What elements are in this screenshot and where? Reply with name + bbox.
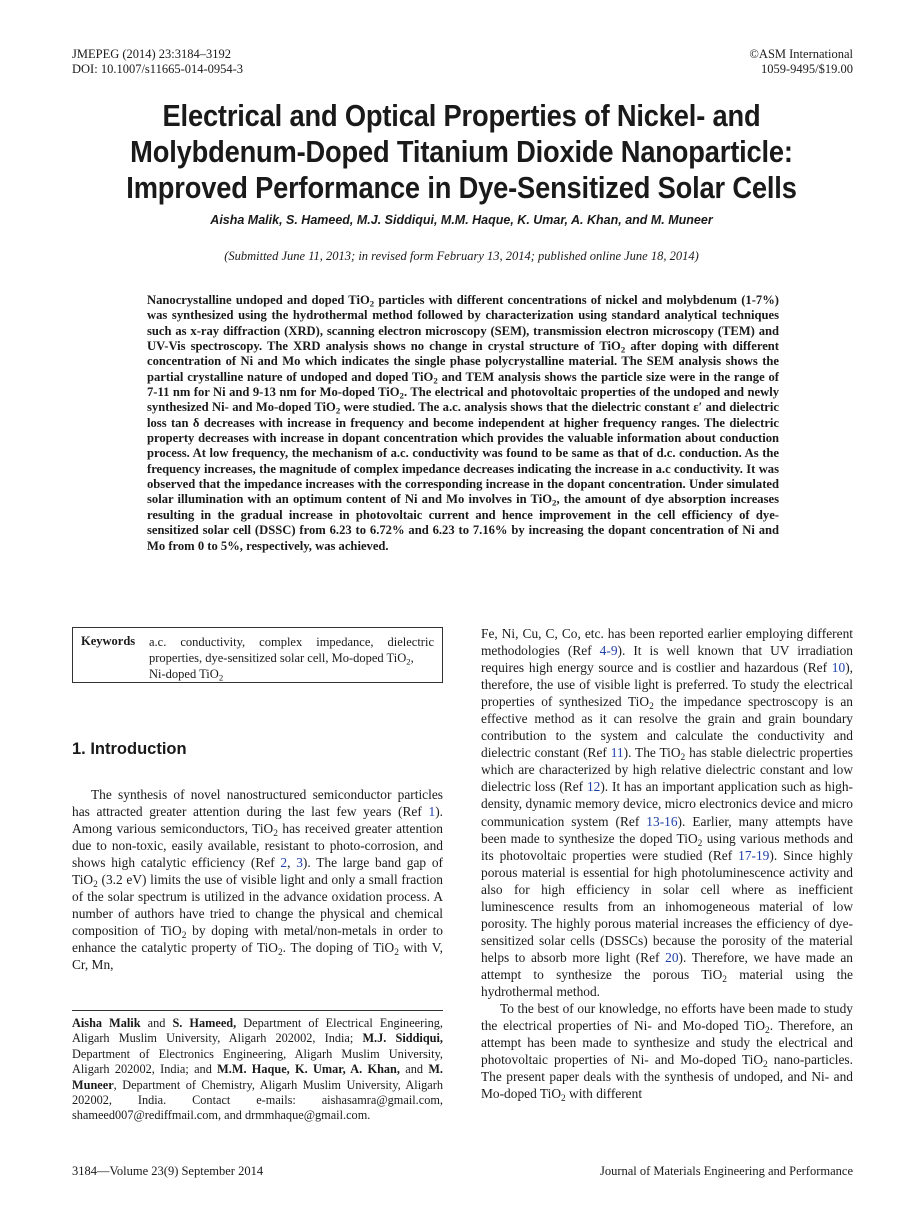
keywords-label: Keywords (81, 634, 136, 648)
keywords-box (72, 627, 443, 683)
keywords-list: a.c. conductivity, complex impedance, dielectric properties, dye-sensitized solar cell, Mo-doped TiO$_2$, Ni-doped TiO$_2$ (149, 635, 434, 683)
title-line-1: Electrical and Optical Properties of Nickel- and (162, 98, 761, 133)
ref-link[interactable]: 1 (428, 804, 436, 820)
ref-link[interactable]: 3 (296, 855, 303, 871)
intro-left-column (72, 786, 443, 974)
ref-link[interactable]: 13-16 (646, 813, 678, 829)
footer-journal-name: Journal of Materials Engineering and Performance (599, 1164, 853, 1178)
title-line-2: Molybdenum-Doped Titanium Dioxide Nanoparticle: (130, 134, 793, 169)
abstract: Nanocrystalline undoped and doped TiO$_2$ particles with different concentrations of nickel and molybdenum (1-7%) was synthesized using the hydrothermal method followed by characterization using standard analytical techniques such as x-ray diffraction (XRD), scanning electron microscopy (SEM), transmission electron microscopy (TEM) and UV-Vis spectroscopy. The XRD analysis shows no change in crystal structure of TiO$_2$ after doping with different concentration of Ni and Mo which indicates the single phase polycrystalline material. The SEM analysis shows the partial crystalline nature of undoped and doped TiO$_2$ and TEM analysis shows the particle size were in the range of 7-11 nm for Ni and 9-13 nm for Mo-doped TiO$_2$. The electrical and photovoltaic properties of the undoped and newly synthesized Ni- and Mo-doped TiO$_2$ were studied. The a.c. analysis shows that the dielectric constant ε′ and dielectric loss tan δ decreases with increase in frequency and become independent at higher frequency ranges. The dielectric property decreases with increase in dopant concentration which provides the valuable information about conduction process. At low frequency, the mechanism of a.c. conductivity was found to be same as that of d.c. conduction. As the frequency increases, the magnitude of complex impedance decreases indicating the increase in a.c conductivity. It was observed that the impedance increases with the corresponding increase in the dopant concentration. Under simulated solar illumination with an optimum content of Ni and Mo involves in TiO$_2$, the amount of dye absorption increases resulting in the gradual increase in photovoltaic current and hence improvement in the cell efficiency of dye-sensitized solar cell (DSSC) from 6.23 to 6.72% and 6.23 to 7.16% by increasing the dopant concentration of Ni and Mo from 0 to 5%, respectively, was achieved. (147, 293, 780, 553)
footnote-divider (72, 1010, 443, 1011)
intro-paragraph-1-cont: Fe, Ni, Cu, C, Co, etc. has been reported earlier employing different methodologies (Ref 4-9). It is well known that UV irradiation requires high energy source and is costlier and hazardous (Ref 10), therefore, the use of visible light is preferred. To study the electrical properties of synthesized TiO$_2$ the impedance spectroscopy is an effective method as it can resolve the grain and grain boundary contribution to the system and calculate the conductivity and dielectric constant (Ref 11). The TiO$_2$ has stable dielectric properties which are characterized by high relative dielectric constant and low dielectric loss (Ref 12). It has an important application such as high-density, dynamic memory device, micro electronics device and micro communication system (Ref 13-16). Earlier, many attempts have been made to synthesize the doped TiO$_2$ using various methods and its photovoltaic properties were studied (Ref 17-19). Since highly porous material is essential for high photoluminescence activity and also for high efficiency in solar cell where as inefficient luminescence results from an inhomogeneous material of low porosity. The highly porous material increases the efficiency of dye-sensitized solar cells (DSSCs) because the porosity of the material helps to absorb more light (Ref 20). Therefore, we have made an attempt to synthesize the porous TiO$_2$ material using the hydrothermal method. (481, 626, 854, 999)
section-heading-introduction: 1. Introduction (72, 740, 187, 758)
author-list: Aisha Malik, S. Hameed, M.J. Siddiqui, M.M. Haque, K. Umar, A. Khan, and M. Muneer (210, 213, 713, 227)
ref-link[interactable]: 12 (586, 779, 601, 795)
ref-link[interactable]: 10 (831, 660, 846, 676)
ref-link[interactable]: 20 (665, 949, 679, 965)
publisher: ©ASM International (749, 47, 853, 61)
author-affiliations: Aisha Malik and S. Hameed, Department of Electrical Engineering, Aligarh Muslim University, Aligarh 202002, India; M.J. Siddiqui, Department of Electronics Engineering, Aligarh Muslim University, Aligarh 202002, India; and M.M. Haque, K. Umar, A. Khan, and M. Muneer, Department of Chemistry, Aligarh Muslim University, Aligarh 202002, India. Contact e-mails: aishasamra@gmail.com, shameed007@rediffmail.com, and drmmhaque@gmail.com. (72, 1016, 444, 1123)
intro-right-column (481, 625, 854, 1105)
title-line-3: Improved Performance in Dye-Sensitized Solar Cells (126, 170, 797, 205)
doi[interactable]: DOI: 10.1007/s11665-014-0954-3 (72, 62, 244, 76)
intro-paragraph-2: To the best of our knowledge, no efforts have been made to study the electrical properties of Ni- and Mo-doped TiO$_2$. Therefore, an attempt has been made to synthesize and study the electrical and photovoltaic properties of Ni- and Mo-doped TiO$_2$ nano-particles. The present paper deals with the synthesis of undoped, and Ni- and Mo-doped TiO$_2$ with different (481, 1001, 853, 1105)
submission-dates: (Submitted June 11, 2013; in revised form February 13, 2014; published online June 18, 2014) (224, 249, 699, 263)
running-header-left (72, 47, 243, 77)
running-header-right (749, 47, 853, 77)
issn-price: 1059-9495/$19.00 (760, 62, 853, 76)
ref-link[interactable]: 11 (610, 745, 624, 761)
journal-citation: JMEPEG (2014) 23:3184–3192 (72, 47, 232, 61)
intro-paragraph-1: The synthesis of novel nanostructured semiconductor particles has attracted greater attention during the last few years (Ref 1). Among various semiconductors, TiO$_2$ has received greater attention due to non-toxic, easily available, resistant to photo-corrosion, and shows high catalytic efficiency (Ref 2, 3). The large band gap of TiO$_2$ (3.2 eV) limits the use of visible light and only a small fraction of the solar spectrum is utilized in the advance oxidation process. A number of authors have tried to change the physical and chemical composition of TiO$_2$ by doping with metal/non-metals in order to enhance the catalytic property of TiO$_2$. The doping of TiO$_2$ with V, Cr, Mn, (72, 787, 444, 973)
footer-page-volume: 3184—Volume 23(9) September 2014 (72, 1164, 264, 1178)
paper-title (108, 98, 815, 206)
ref-link[interactable]: 4-9 (599, 643, 618, 659)
ref-link[interactable]: 17-19 (738, 847, 770, 863)
ref-link[interactable]: 2 (280, 855, 288, 871)
